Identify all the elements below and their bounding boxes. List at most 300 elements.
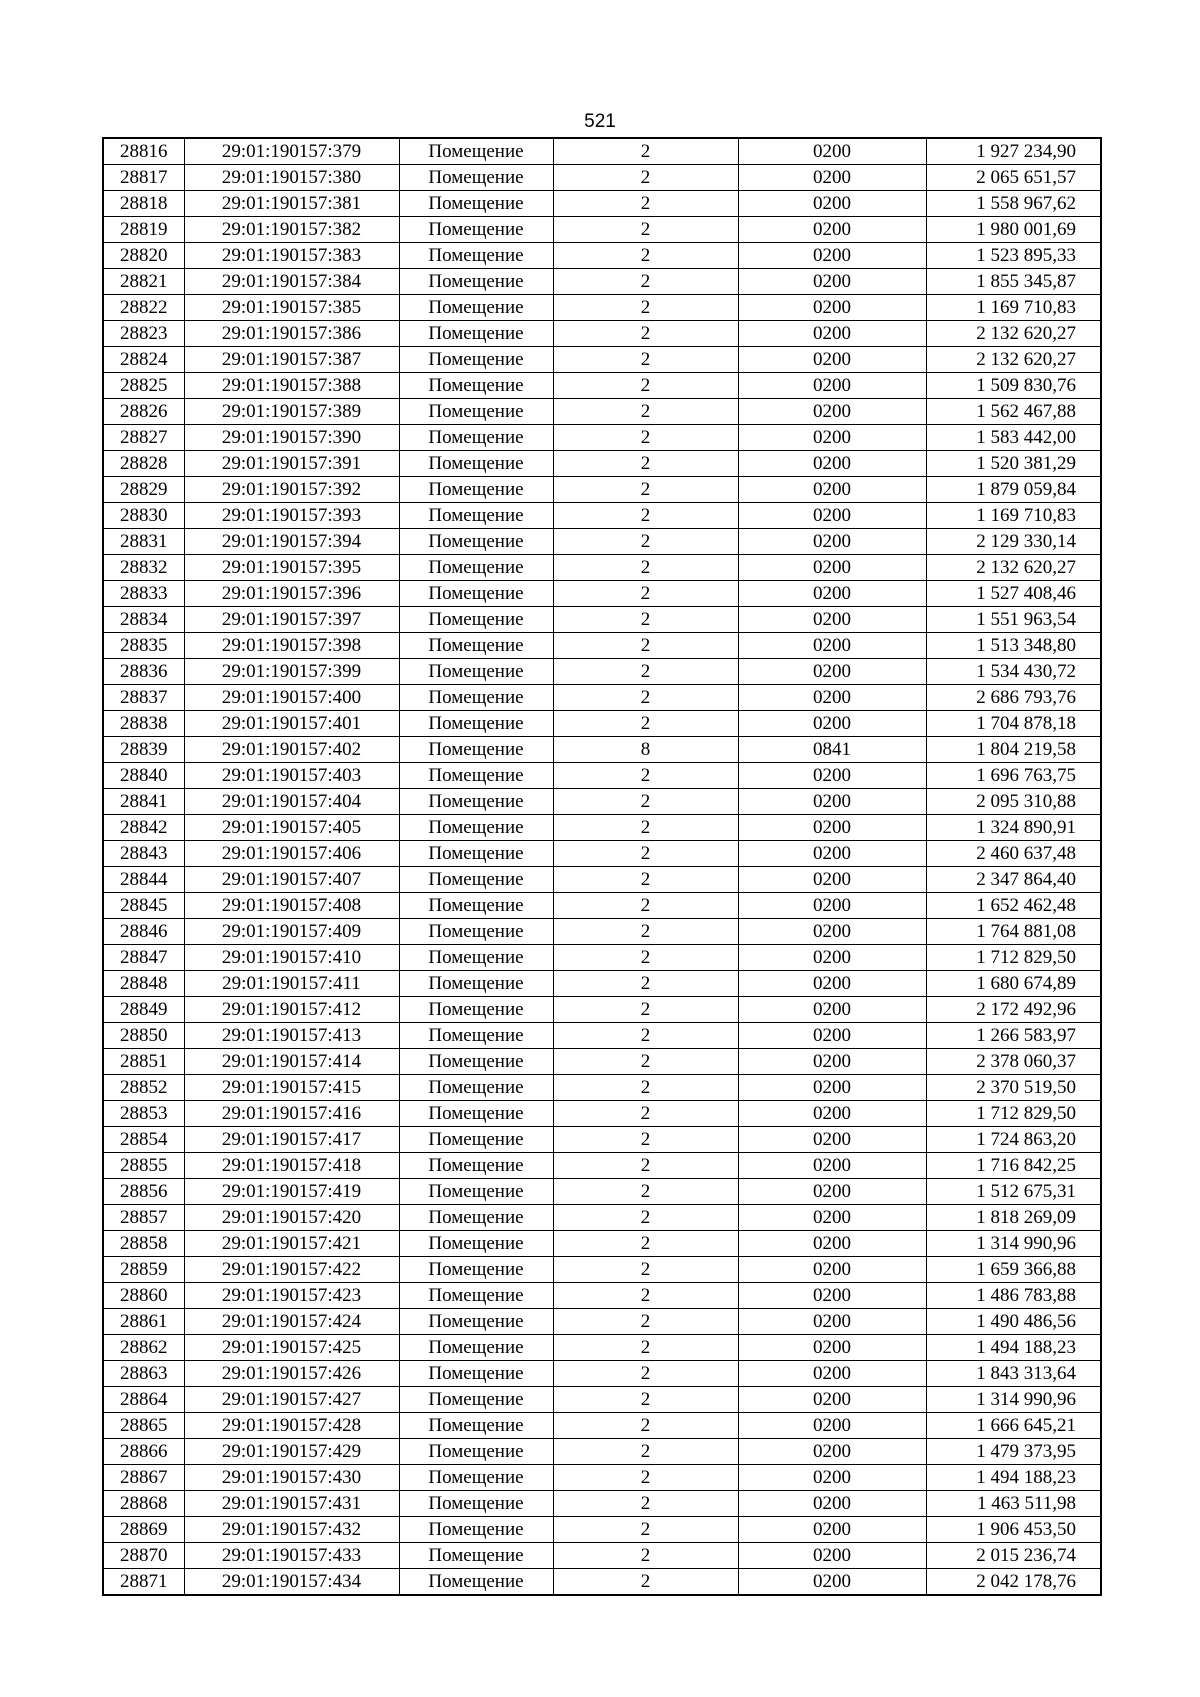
group-code-cell: 2	[553, 867, 738, 893]
group-code-cell: 2	[553, 425, 738, 451]
cadastral-value-cell: 2 347 864,40	[926, 867, 1101, 893]
class-code-cell: 0200	[738, 425, 926, 451]
cadastral-number-cell: 29:01:190157:433	[184, 1543, 399, 1569]
cadastral-number-cell: 29:01:190157:421	[184, 1231, 399, 1257]
group-code-cell: 2	[553, 1075, 738, 1101]
cadastral-value-cell: 1 724 863,20	[926, 1127, 1101, 1153]
object-type-cell: Помещение	[399, 295, 553, 321]
cadastral-value-cell: 2 460 637,48	[926, 841, 1101, 867]
cadastral-value-cell: 2 095 310,88	[926, 789, 1101, 815]
object-type-cell: Помещение	[399, 425, 553, 451]
group-code-cell: 2	[553, 347, 738, 373]
row-number-cell: 28858	[103, 1231, 184, 1257]
group-code-cell: 2	[553, 1309, 738, 1335]
object-type-cell: Помещение	[399, 971, 553, 997]
object-type-cell: Помещение	[399, 659, 553, 685]
object-type-cell: Помещение	[399, 503, 553, 529]
class-code-cell: 0200	[738, 1283, 926, 1309]
class-code-cell: 0200	[738, 1309, 926, 1335]
group-code-cell: 2	[553, 1465, 738, 1491]
object-type-cell: Помещение	[399, 165, 553, 191]
group-code-cell: 2	[553, 1049, 738, 1075]
row-number-cell: 28840	[103, 763, 184, 789]
group-code-cell: 2	[553, 841, 738, 867]
object-type-cell: Помещение	[399, 607, 553, 633]
object-type-cell: Помещение	[399, 1049, 553, 1075]
cadastral-number-cell: 29:01:190157:434	[184, 1569, 399, 1596]
row-number-cell: 28839	[103, 737, 184, 763]
cadastral-value-cell: 1 666 645,21	[926, 1413, 1101, 1439]
cadastral-value-cell: 1 479 373,95	[926, 1439, 1101, 1465]
cadastral-number-cell: 29:01:190157:398	[184, 633, 399, 659]
class-code-cell: 0200	[738, 1179, 926, 1205]
row-number-cell: 28844	[103, 867, 184, 893]
group-code-cell: 2	[553, 451, 738, 477]
cadastral-number-cell: 29:01:190157:387	[184, 347, 399, 373]
group-code-cell: 2	[553, 1101, 738, 1127]
table-row	[103, 893, 1101, 919]
row-number-cell: 28841	[103, 789, 184, 815]
row-number-cell: 28871	[103, 1569, 184, 1596]
group-code-cell: 2	[553, 191, 738, 217]
cadastral-number-cell: 29:01:190157:381	[184, 191, 399, 217]
cadastral-number-cell: 29:01:190157:405	[184, 815, 399, 841]
row-number-cell: 28854	[103, 1127, 184, 1153]
row-number-cell: 28852	[103, 1075, 184, 1101]
row-number-cell: 28845	[103, 893, 184, 919]
cadastral-number-cell: 29:01:190157:428	[184, 1413, 399, 1439]
cadastral-number-cell: 29:01:190157:414	[184, 1049, 399, 1075]
group-code-cell: 2	[553, 685, 738, 711]
table-row	[103, 269, 1101, 295]
group-code-cell: 2	[553, 971, 738, 997]
cadastral-value-cell: 1 509 830,76	[926, 373, 1101, 399]
row-number-cell: 28866	[103, 1439, 184, 1465]
cadastral-value-cell: 2 042 178,76	[926, 1569, 1101, 1596]
object-type-cell: Помещение	[399, 893, 553, 919]
class-code-cell: 0200	[738, 321, 926, 347]
table-row	[103, 945, 1101, 971]
object-type-cell: Помещение	[399, 1387, 553, 1413]
group-code-cell: 2	[553, 217, 738, 243]
table-row	[103, 1387, 1101, 1413]
object-type-cell: Помещение	[399, 191, 553, 217]
cadastral-number-cell: 29:01:190157:389	[184, 399, 399, 425]
cadastral-value-cell: 2 015 236,74	[926, 1543, 1101, 1569]
class-code-cell: 0200	[738, 1049, 926, 1075]
group-code-cell: 2	[553, 321, 738, 347]
group-code-cell: 2	[553, 1439, 738, 1465]
class-code-cell: 0200	[738, 399, 926, 425]
row-number-cell: 28843	[103, 841, 184, 867]
cadastral-number-cell: 29:01:190157:423	[184, 1283, 399, 1309]
cadastral-value-cell: 1 855 345,87	[926, 269, 1101, 295]
cadastral-value-cell: 1 494 188,23	[926, 1335, 1101, 1361]
cadastral-value-cell: 1 486 783,88	[926, 1283, 1101, 1309]
object-type-cell: Помещение	[399, 1543, 553, 1569]
object-type-cell: Помещение	[399, 555, 553, 581]
class-code-cell: 0200	[738, 1101, 926, 1127]
object-type-cell: Помещение	[399, 529, 553, 555]
class-code-cell: 0200	[738, 581, 926, 607]
object-type-cell: Помещение	[399, 711, 553, 737]
table-row	[103, 347, 1101, 373]
group-code-cell: 2	[553, 1283, 738, 1309]
class-code-cell: 0200	[738, 1153, 926, 1179]
cadastral-value-cell: 1 704 878,18	[926, 711, 1101, 737]
cadastral-value-cell: 1 906 453,50	[926, 1517, 1101, 1543]
group-code-cell: 2	[553, 633, 738, 659]
group-code-cell: 2	[553, 1569, 738, 1596]
cadastral-value-cell: 1 716 842,25	[926, 1153, 1101, 1179]
cadastral-number-cell: 29:01:190157:420	[184, 1205, 399, 1231]
class-code-cell: 0200	[738, 1075, 926, 1101]
cadastral-number-cell: 29:01:190157:402	[184, 737, 399, 763]
object-type-cell: Помещение	[399, 1257, 553, 1283]
row-number-cell: 28862	[103, 1335, 184, 1361]
row-number-cell: 28834	[103, 607, 184, 633]
cadastral-value-cell: 2 065 651,57	[926, 165, 1101, 191]
object-type-cell: Помещение	[399, 399, 553, 425]
row-number-cell: 28846	[103, 919, 184, 945]
cadastral-value-cell: 2 370 519,50	[926, 1075, 1101, 1101]
group-code-cell: 2	[553, 1205, 738, 1231]
group-code-cell: 2	[553, 477, 738, 503]
row-number-cell: 28827	[103, 425, 184, 451]
cadastral-value-cell: 1 696 763,75	[926, 763, 1101, 789]
group-code-cell: 2	[553, 815, 738, 841]
row-number-cell: 28850	[103, 1023, 184, 1049]
class-code-cell: 0200	[738, 1023, 926, 1049]
table-row	[103, 1179, 1101, 1205]
object-type-cell: Помещение	[399, 763, 553, 789]
row-number-cell: 28860	[103, 1283, 184, 1309]
object-type-cell: Помещение	[399, 1439, 553, 1465]
class-code-cell: 0200	[738, 1127, 926, 1153]
object-type-cell: Помещение	[399, 737, 553, 763]
class-code-cell: 0200	[738, 659, 926, 685]
cadastral-number-cell: 29:01:190157:431	[184, 1491, 399, 1517]
object-type-cell: Помещение	[399, 321, 553, 347]
row-number-cell: 28856	[103, 1179, 184, 1205]
object-type-cell: Помещение	[399, 789, 553, 815]
cadastral-number-cell: 29:01:190157:424	[184, 1309, 399, 1335]
cadastral-number-cell: 29:01:190157:419	[184, 1179, 399, 1205]
table-row	[103, 1283, 1101, 1309]
row-number-cell: 28826	[103, 399, 184, 425]
cadastral-number-cell: 29:01:190157:391	[184, 451, 399, 477]
cadastral-number-cell: 29:01:190157:386	[184, 321, 399, 347]
class-code-cell: 0200	[738, 217, 926, 243]
object-type-cell: Помещение	[399, 269, 553, 295]
table-row	[103, 243, 1101, 269]
table-row	[103, 373, 1101, 399]
class-code-cell: 0200	[738, 867, 926, 893]
cadastral-number-cell: 29:01:190157:396	[184, 581, 399, 607]
row-number-cell: 28831	[103, 529, 184, 555]
table-row	[103, 451, 1101, 477]
class-code-cell: 0200	[738, 503, 926, 529]
cadastral-value-cell: 1 843 313,64	[926, 1361, 1101, 1387]
cadastral-number-cell: 29:01:190157:400	[184, 685, 399, 711]
class-code-cell: 0200	[738, 1543, 926, 1569]
cadastral-number-cell: 29:01:190157:412	[184, 997, 399, 1023]
table-row	[103, 1465, 1101, 1491]
cadastral-number-cell: 29:01:190157:427	[184, 1387, 399, 1413]
row-number-cell: 28859	[103, 1257, 184, 1283]
class-code-cell: 0200	[738, 1439, 926, 1465]
cadastral-value-cell: 1 804 219,58	[926, 737, 1101, 763]
class-code-cell: 0200	[738, 1335, 926, 1361]
class-code-cell: 0200	[738, 1465, 926, 1491]
cadastral-number-cell: 29:01:190157:395	[184, 555, 399, 581]
group-code-cell: 2	[553, 919, 738, 945]
row-number-cell: 28821	[103, 269, 184, 295]
class-code-cell: 0200	[738, 451, 926, 477]
group-code-cell: 2	[553, 1361, 738, 1387]
class-code-cell: 0200	[738, 1413, 926, 1439]
cadastral-number-cell: 29:01:190157:410	[184, 945, 399, 971]
cadastral-number-cell: 29:01:190157:394	[184, 529, 399, 555]
class-code-cell: 0200	[738, 815, 926, 841]
table-row	[103, 711, 1101, 737]
cadastral-value-cell: 1 551 963,54	[926, 607, 1101, 633]
object-type-cell: Помещение	[399, 1283, 553, 1309]
table-row	[103, 1257, 1101, 1283]
class-code-cell: 0200	[738, 1231, 926, 1257]
table-row	[103, 867, 1101, 893]
class-code-cell: 0200	[738, 295, 926, 321]
cadastral-number-cell: 29:01:190157:399	[184, 659, 399, 685]
object-type-cell: Помещение	[399, 1491, 553, 1517]
cadastral-number-cell: 29:01:190157:426	[184, 1361, 399, 1387]
row-number-cell: 28829	[103, 477, 184, 503]
object-type-cell: Помещение	[399, 1517, 553, 1543]
object-type-cell: Помещение	[399, 1127, 553, 1153]
table-row	[103, 581, 1101, 607]
class-code-cell: 0200	[738, 243, 926, 269]
cadastral-number-cell: 29:01:190157:430	[184, 1465, 399, 1491]
object-type-cell: Помещение	[399, 1309, 553, 1335]
cadastral-number-cell: 29:01:190157:411	[184, 971, 399, 997]
object-type-cell: Помещение	[399, 243, 553, 269]
table-row	[103, 1127, 1101, 1153]
cadastral-value-cell: 1 927 234,90	[926, 138, 1101, 165]
cadastral-value-cell: 2 378 060,37	[926, 1049, 1101, 1075]
class-code-cell: 0200	[738, 477, 926, 503]
cadastral-value-cell: 1 879 059,84	[926, 477, 1101, 503]
table-row	[103, 1231, 1101, 1257]
cadastral-value-cell: 1 512 675,31	[926, 1179, 1101, 1205]
group-code-cell: 2	[553, 1543, 738, 1569]
class-code-cell: 0200	[738, 347, 926, 373]
cadastral-number-cell: 29:01:190157:429	[184, 1439, 399, 1465]
row-number-cell: 28847	[103, 945, 184, 971]
group-code-cell: 2	[553, 1023, 738, 1049]
cadastral-number-cell: 29:01:190157:415	[184, 1075, 399, 1101]
cadastral-value-cell: 1 266 583,97	[926, 1023, 1101, 1049]
table-row	[103, 1153, 1101, 1179]
cadastral-value-cell: 2 686 793,76	[926, 685, 1101, 711]
class-code-cell: 0200	[738, 1361, 926, 1387]
group-code-cell: 2	[553, 529, 738, 555]
group-code-cell: 2	[553, 945, 738, 971]
class-code-cell: 0200	[738, 1205, 926, 1231]
row-number-cell: 28849	[103, 997, 184, 1023]
cadastral-value-cell: 2 129 330,14	[926, 529, 1101, 555]
table-row	[103, 477, 1101, 503]
cadastral-value-cell: 1 583 442,00	[926, 425, 1101, 451]
cadastral-number-cell: 29:01:190157:379	[184, 138, 399, 165]
object-type-cell: Помещение	[399, 633, 553, 659]
cadastral-number-cell: 29:01:190157:380	[184, 165, 399, 191]
table-row	[103, 1517, 1101, 1543]
table-row	[103, 191, 1101, 217]
table-row	[103, 138, 1101, 165]
object-type-cell: Помещение	[399, 1205, 553, 1231]
row-number-cell: 28848	[103, 971, 184, 997]
cadastral-value-cell: 1 764 881,08	[926, 919, 1101, 945]
row-number-cell: 28870	[103, 1543, 184, 1569]
group-code-cell: 2	[553, 1153, 738, 1179]
class-code-cell: 0200	[738, 191, 926, 217]
cadastral-number-cell: 29:01:190157:403	[184, 763, 399, 789]
table-row	[103, 217, 1101, 243]
cadastral-number-cell: 29:01:190157:416	[184, 1101, 399, 1127]
object-type-cell: Помещение	[399, 347, 553, 373]
table-row	[103, 165, 1101, 191]
group-code-cell: 2	[553, 763, 738, 789]
class-code-cell: 0200	[738, 789, 926, 815]
table-row	[103, 1023, 1101, 1049]
cadastral-number-cell: 29:01:190157:425	[184, 1335, 399, 1361]
object-type-cell: Помещение	[399, 1465, 553, 1491]
object-type-cell: Помещение	[399, 1413, 553, 1439]
group-code-cell: 2	[553, 138, 738, 165]
group-code-cell: 2	[553, 165, 738, 191]
table-row	[103, 399, 1101, 425]
cadastral-value-cell: 1 534 430,72	[926, 659, 1101, 685]
cadastral-number-cell: 29:01:190157:418	[184, 1153, 399, 1179]
table-row	[103, 789, 1101, 815]
group-code-cell: 2	[553, 893, 738, 919]
class-code-cell: 0200	[738, 269, 926, 295]
cadastral-value-cell: 1 314 990,96	[926, 1231, 1101, 1257]
class-code-cell: 0841	[738, 737, 926, 763]
cadastral-number-cell: 29:01:190157:432	[184, 1517, 399, 1543]
object-type-cell: Помещение	[399, 217, 553, 243]
cadastral-value-cell: 1 490 486,56	[926, 1309, 1101, 1335]
row-number-cell: 28828	[103, 451, 184, 477]
cadastral-number-cell: 29:01:190157:404	[184, 789, 399, 815]
cadastral-value-cell: 1 314 990,96	[926, 1387, 1101, 1413]
group-code-cell: 2	[553, 711, 738, 737]
row-number-cell: 28861	[103, 1309, 184, 1335]
row-number-cell: 28819	[103, 217, 184, 243]
group-code-cell: 2	[553, 1387, 738, 1413]
cadastral-value-cell: 1 494 188,23	[926, 1465, 1101, 1491]
cadastral-number-cell: 29:01:190157:406	[184, 841, 399, 867]
class-code-cell: 0200	[738, 607, 926, 633]
cadastral-value-cell: 2 132 620,27	[926, 321, 1101, 347]
table-row	[103, 1101, 1101, 1127]
cadastral-value-cell: 1 520 381,29	[926, 451, 1101, 477]
class-code-cell: 0200	[738, 841, 926, 867]
class-code-cell: 0200	[738, 165, 926, 191]
cadastral-value-cell: 1 324 890,91	[926, 815, 1101, 841]
row-number-cell: 28863	[103, 1361, 184, 1387]
group-code-cell: 2	[553, 1335, 738, 1361]
group-code-cell: 2	[553, 789, 738, 815]
row-number-cell: 28842	[103, 815, 184, 841]
object-type-cell: Помещение	[399, 997, 553, 1023]
table-row	[103, 503, 1101, 529]
group-code-cell: 2	[553, 1413, 738, 1439]
cadastral-value-cell: 1 818 269,09	[926, 1205, 1101, 1231]
table-row	[103, 815, 1101, 841]
cadastral-value-cell: 1 523 895,33	[926, 243, 1101, 269]
class-code-cell: 0200	[738, 1517, 926, 1543]
cadastral-number-cell: 29:01:190157:422	[184, 1257, 399, 1283]
cadastral-value-cell: 2 132 620,27	[926, 555, 1101, 581]
table-row	[103, 1543, 1101, 1569]
object-type-cell: Помещение	[399, 945, 553, 971]
object-type-cell: Помещение	[399, 477, 553, 503]
class-code-cell: 0200	[738, 971, 926, 997]
table-row	[103, 841, 1101, 867]
cadastral-value-cell: 2 132 620,27	[926, 347, 1101, 373]
table-row	[103, 659, 1101, 685]
table-row	[103, 997, 1101, 1023]
class-code-cell: 0200	[738, 373, 926, 399]
cadastral-number-cell: 29:01:190157:390	[184, 425, 399, 451]
cadastral-value-cell: 1 463 511,98	[926, 1491, 1101, 1517]
table-body	[103, 138, 1101, 1595]
table-row	[103, 633, 1101, 659]
class-code-cell: 0200	[738, 1491, 926, 1517]
cadastral-value-cell: 1 513 348,80	[926, 633, 1101, 659]
cadastral-value-cell: 1 712 829,50	[926, 945, 1101, 971]
object-type-cell: Помещение	[399, 373, 553, 399]
class-code-cell: 0200	[738, 1387, 926, 1413]
row-number-cell: 28857	[103, 1205, 184, 1231]
table-row	[103, 737, 1101, 763]
group-code-cell: 2	[553, 1257, 738, 1283]
table-row	[103, 555, 1101, 581]
object-type-cell: Помещение	[399, 1231, 553, 1257]
object-type-cell: Помещение	[399, 919, 553, 945]
group-code-cell: 2	[553, 243, 738, 269]
row-number-cell: 28855	[103, 1153, 184, 1179]
row-number-cell: 28864	[103, 1387, 184, 1413]
cadastral-number-cell: 29:01:190157:408	[184, 893, 399, 919]
row-number-cell: 28833	[103, 581, 184, 607]
object-type-cell: Помещение	[399, 1153, 553, 1179]
class-code-cell: 0200	[738, 685, 926, 711]
group-code-cell: 2	[553, 581, 738, 607]
row-number-cell: 28824	[103, 347, 184, 373]
row-number-cell: 28851	[103, 1049, 184, 1075]
row-number-cell: 28823	[103, 321, 184, 347]
group-code-cell: 2	[553, 1179, 738, 1205]
table-row	[103, 1569, 1101, 1596]
row-number-cell: 28817	[103, 165, 184, 191]
object-type-cell: Помещение	[399, 1335, 553, 1361]
row-number-cell: 28822	[103, 295, 184, 321]
row-number-cell: 28867	[103, 1465, 184, 1491]
cadastral-value-cell: 1 562 467,88	[926, 399, 1101, 425]
group-code-cell: 2	[553, 607, 738, 633]
